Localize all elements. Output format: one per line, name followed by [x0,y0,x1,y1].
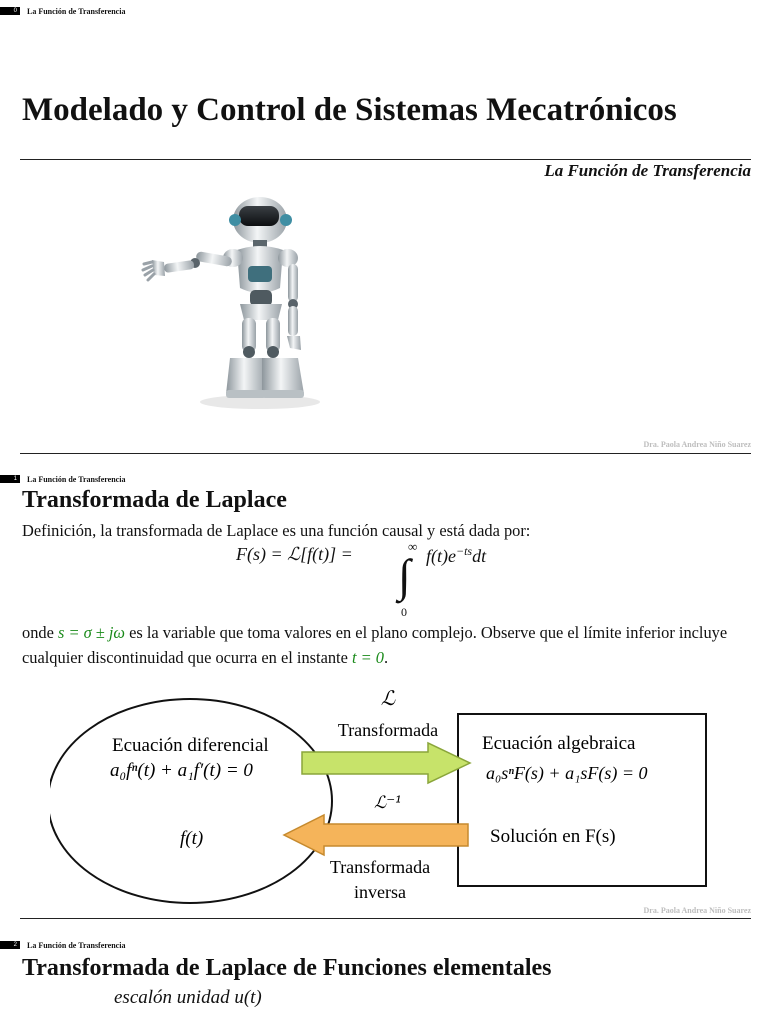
integral-lower-limit: 0 [401,605,407,619]
differential-title: Ecuación diferencial [112,735,269,756]
slide-title [0,0,768,455]
inverse-symbol: ℒ⁻¹ [373,793,403,813]
laplace-formula [236,544,353,565]
integral-upper-limit: ∞ [408,539,418,554]
integral-sign: ∫ [398,550,411,601]
formula-integrand: f(t)e [426,546,456,566]
author-credit: Dra. Paola Andrea Niño Suarez [643,440,751,449]
page-number: 2 [0,941,20,949]
slide-header [0,5,125,17]
slide-heading: Transformada de Laplace [22,487,287,513]
t-zero: t = 0 [351,648,384,667]
slide-bottom-rule [20,918,751,919]
inverse-label-2: inversa [354,882,406,902]
para-lead: onde [22,623,58,642]
transform-label: Transformada [337,720,439,740]
laplace-diagram [50,687,720,907]
formula-lhs: F(s) = ℒ[f(t)] = [236,544,353,564]
inverse-label-1: Transformada [329,857,431,877]
algebraic-title: Ecuación algebraica [482,733,636,754]
unit-step-subtitle: escalón unidad u(t) [114,987,262,1008]
title-rule [20,159,751,160]
formula-dt: dt [472,546,487,566]
complex-variable-paragraph [22,620,752,670]
header-crumb: La Función de Transferencia [27,6,126,16]
slide-header [0,939,125,951]
solution-label: Solución en F(s) [490,826,616,847]
slide-heading: Transformada de Laplace de Funciones elementales [22,955,552,981]
s-variable: s = σ ± jω [57,623,126,642]
formula-rhs [426,544,486,567]
time-function: f(t) [180,828,204,849]
inverse-transform-arrow [284,815,468,855]
slide-bottom-rule [20,453,751,454]
para-middle: es la variable que toma valores en el plano complejo. Observe que el límite inferior incluye cualquier discontinuidad que ocurra en el instante [22,623,728,667]
presentation-subtitle: La Función de Transferencia [544,161,751,180]
slide-elementary-functions [0,935,768,1024]
formula-exponent: −ts [455,544,473,558]
author-credit: Dra. Paola Andrea Niño Suarez [643,906,751,915]
time-domain-ellipse [50,699,332,903]
slide-header [0,473,125,485]
header-crumb: La Función de Transferencia [27,940,126,950]
algebraic-equation: a₀sⁿF(s) + a₁sF(s) = 0 [486,763,648,783]
transform-symbol: ℒ [380,687,396,710]
page-number: 1 [0,475,20,483]
robot-illustration [140,180,330,412]
definition-text: Definición, la transformada de Laplace es una función causal y está dada por: [22,521,531,540]
header-crumb: La Función de Transferencia [27,474,126,484]
slide-laplace [0,469,768,921]
differential-equation: a₀fⁿ(t) + a₁f′(t) = 0 [110,760,253,781]
para-end: . [384,648,389,667]
page-number: 0 [0,7,20,15]
presentation-title: Modelado y Control de Sistemas Mecatrónicos [22,92,677,128]
